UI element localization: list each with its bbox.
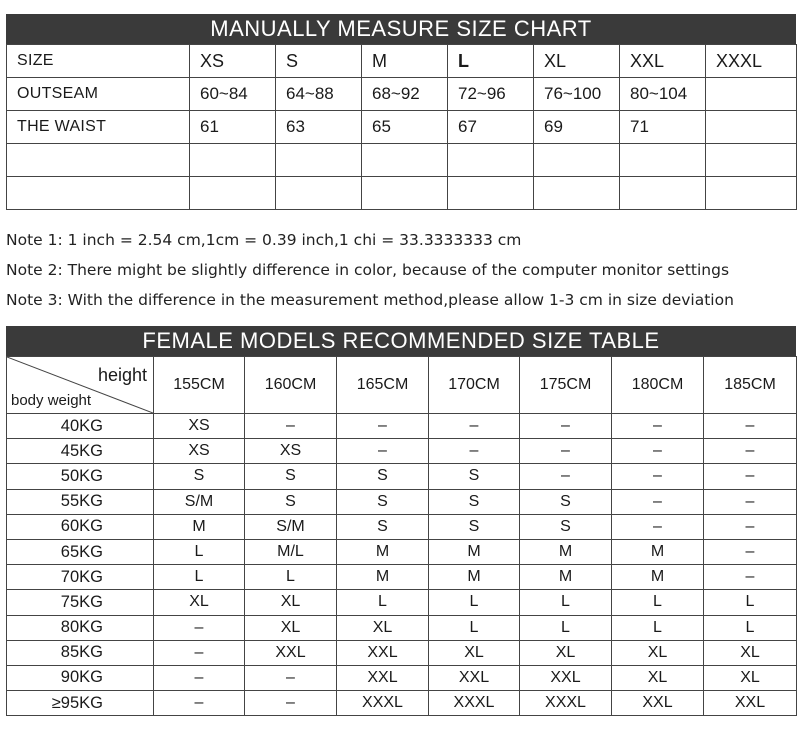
size-cell: L	[520, 590, 612, 615]
size-cell: XL	[704, 665, 797, 690]
weight-row	[7, 691, 797, 716]
size-cell: –	[520, 414, 612, 439]
measure-cell	[448, 177, 534, 210]
measure-row	[7, 144, 797, 177]
size-cell: S	[337, 514, 429, 539]
note-2: Note 2: There might be slightly difference in color, because of the computer monitor settings	[6, 261, 730, 279]
size-cell: –	[704, 539, 797, 564]
size-cell: XXL	[337, 665, 429, 690]
measure-row-label: THE WAIST	[7, 111, 190, 144]
measure-size-table	[6, 44, 797, 210]
measure-cell: L	[448, 45, 534, 78]
size-cell: XXL	[612, 691, 704, 716]
size-cell: –	[520, 439, 612, 464]
size-cell: –	[704, 414, 797, 439]
size-cell: XL	[429, 640, 520, 665]
measure-cell	[706, 144, 797, 177]
size-cell: M	[520, 565, 612, 590]
size-cell: –	[245, 691, 337, 716]
size-cell: XL	[245, 615, 337, 640]
measure-size-chart	[6, 14, 796, 210]
size-cell: S	[429, 514, 520, 539]
size-cell: –	[337, 439, 429, 464]
weight-row	[7, 539, 797, 564]
size-cell: M	[429, 539, 520, 564]
weight-label: 50KG	[7, 464, 154, 489]
measure-cell: 69	[534, 111, 620, 144]
size-cell: M/L	[245, 539, 337, 564]
size-cell: L	[704, 615, 797, 640]
weight-label: 85KG	[7, 640, 154, 665]
recommended-size-chart	[6, 326, 796, 716]
size-cell: L	[154, 565, 245, 590]
size-cell: XXXL	[429, 691, 520, 716]
corner-weight-label: body weight	[11, 392, 92, 409]
weight-label: 40KG	[7, 414, 154, 439]
size-cell: XXXL	[337, 691, 429, 716]
measure-cell: 71	[620, 111, 706, 144]
size-cell: –	[154, 615, 245, 640]
size-cell: –	[337, 414, 429, 439]
size-cell: –	[612, 439, 704, 464]
weight-row	[7, 615, 797, 640]
size-cell: –	[704, 439, 797, 464]
size-cell: –	[154, 691, 245, 716]
measure-cell: 60~84	[190, 78, 276, 111]
measure-cell: 64~88	[276, 78, 362, 111]
size-cell: XL	[337, 615, 429, 640]
measure-cell: 76~100	[534, 78, 620, 111]
size-cell: XL	[612, 640, 704, 665]
size-cell: XS	[154, 414, 245, 439]
recommended-chart-title: FEMALE MODELS RECOMMENDED SIZE TABLE	[6, 326, 796, 356]
measure-cell: 68~92	[362, 78, 448, 111]
weight-label: 55KG	[7, 489, 154, 514]
weight-row	[7, 439, 797, 464]
size-cell: S	[520, 489, 612, 514]
weight-label: ≥95KG	[7, 691, 154, 716]
measure-row	[7, 111, 797, 144]
measure-cell	[706, 78, 797, 111]
measure-cell: 80~104	[620, 78, 706, 111]
weight-row	[7, 590, 797, 615]
note-3: Note 3: With the difference in the measurement method,please allow 1-3 cm in size deviation	[6, 291, 734, 309]
weight-label: 45KG	[7, 439, 154, 464]
measure-cell	[362, 144, 448, 177]
size-cell: XS	[154, 439, 245, 464]
notes-section	[6, 225, 796, 315]
size-cell: –	[154, 640, 245, 665]
height-header-cell: 160CM	[245, 357, 337, 414]
size-cell: L	[429, 590, 520, 615]
size-cell: XXL	[520, 665, 612, 690]
weight-row	[7, 640, 797, 665]
measure-cell	[190, 144, 276, 177]
size-cell: L	[245, 565, 337, 590]
weight-label: 60KG	[7, 514, 154, 539]
weight-label: 80KG	[7, 615, 154, 640]
measure-row	[7, 78, 797, 111]
size-cell: –	[245, 414, 337, 439]
measure-cell	[448, 144, 534, 177]
size-cell: XXL	[245, 640, 337, 665]
measure-cell	[706, 111, 797, 144]
measure-cell: 63	[276, 111, 362, 144]
measure-row	[7, 177, 797, 210]
height-header-row	[7, 357, 797, 414]
measure-row-label	[7, 144, 190, 177]
measure-cell: 61	[190, 111, 276, 144]
size-cell: XXL	[704, 691, 797, 716]
measure-cell	[534, 144, 620, 177]
size-cell: S	[337, 464, 429, 489]
size-cell: M	[612, 565, 704, 590]
height-header-cell: 180CM	[612, 357, 704, 414]
size-cell: –	[612, 514, 704, 539]
size-cell: –	[612, 489, 704, 514]
measure-row-label: SIZE	[7, 45, 190, 78]
weight-row	[7, 514, 797, 539]
size-cell: XL	[612, 665, 704, 690]
size-cell: L	[704, 590, 797, 615]
measure-cell	[534, 177, 620, 210]
measure-cell	[620, 177, 706, 210]
size-cell: –	[154, 665, 245, 690]
size-cell: –	[704, 514, 797, 539]
measure-cell	[276, 177, 362, 210]
size-cell: M	[337, 565, 429, 590]
weight-row	[7, 565, 797, 590]
size-cell: S	[429, 489, 520, 514]
measure-cell	[362, 177, 448, 210]
measure-row-label	[7, 177, 190, 210]
measure-cell	[276, 144, 362, 177]
weight-label: 65KG	[7, 539, 154, 564]
size-cell: M	[154, 514, 245, 539]
measure-cell: 65	[362, 111, 448, 144]
height-header-cell: 165CM	[337, 357, 429, 414]
recommended-size-table	[6, 356, 797, 716]
size-cell: XL	[245, 590, 337, 615]
measure-chart-title: MANUALLY MEASURE SIZE CHART	[6, 14, 796, 44]
corner-height-label: height	[97, 365, 147, 385]
corner-header-cell	[7, 357, 154, 414]
measure-cell: M	[362, 45, 448, 78]
weight-label: 90KG	[7, 665, 154, 690]
size-cell: –	[429, 414, 520, 439]
size-cell: L	[520, 615, 612, 640]
size-cell: L	[429, 615, 520, 640]
size-cell: S	[245, 489, 337, 514]
size-cell: XXL	[337, 640, 429, 665]
size-cell: S	[154, 464, 245, 489]
size-cell: –	[704, 565, 797, 590]
size-cell: L	[154, 539, 245, 564]
weight-row	[7, 665, 797, 690]
size-cell: –	[704, 489, 797, 514]
size-cell: –	[612, 414, 704, 439]
measure-cell: S	[276, 45, 362, 78]
size-cell: –	[245, 665, 337, 690]
weight-row	[7, 464, 797, 489]
size-cell: XL	[520, 640, 612, 665]
measure-row-label: OUTSEAM	[7, 78, 190, 111]
size-cell: M	[612, 539, 704, 564]
size-cell: L	[612, 615, 704, 640]
weight-row	[7, 414, 797, 439]
weight-row	[7, 489, 797, 514]
height-header-cell: 170CM	[429, 357, 520, 414]
size-cell: XS	[245, 439, 337, 464]
measure-cell: 67	[448, 111, 534, 144]
height-header-cell: 175CM	[520, 357, 612, 414]
weight-label: 70KG	[7, 565, 154, 590]
size-cell: L	[612, 590, 704, 615]
size-cell: S	[337, 489, 429, 514]
measure-cell: XS	[190, 45, 276, 78]
height-header-cell: 155CM	[154, 357, 245, 414]
measure-row	[7, 45, 797, 78]
size-cell: S	[245, 464, 337, 489]
size-cell: XL	[704, 640, 797, 665]
size-cell: S/M	[154, 489, 245, 514]
height-header-cell: 185CM	[704, 357, 797, 414]
size-cell: M	[520, 539, 612, 564]
measure-cell: XXXL	[706, 45, 797, 78]
size-cell: XXL	[429, 665, 520, 690]
size-cell: S/M	[245, 514, 337, 539]
size-cell: –	[704, 464, 797, 489]
measure-cell: XXL	[620, 45, 706, 78]
note-1: Note 1: 1 inch = 2.54 cm,1cm = 0.39 inch,1 chi = 33.3333333 cm	[6, 231, 522, 249]
size-cell: XXXL	[520, 691, 612, 716]
size-cell: S	[520, 514, 612, 539]
size-cell: –	[612, 464, 704, 489]
measure-cell: XL	[534, 45, 620, 78]
size-cell: XL	[154, 590, 245, 615]
weight-label: 75KG	[7, 590, 154, 615]
measure-cell	[190, 177, 276, 210]
size-cell: –	[429, 439, 520, 464]
measure-cell	[706, 177, 797, 210]
size-cell: –	[520, 464, 612, 489]
size-cell: M	[337, 539, 429, 564]
size-cell: M	[429, 565, 520, 590]
size-cell: S	[429, 464, 520, 489]
size-cell: L	[337, 590, 429, 615]
measure-cell	[620, 144, 706, 177]
measure-cell: 72~96	[448, 78, 534, 111]
